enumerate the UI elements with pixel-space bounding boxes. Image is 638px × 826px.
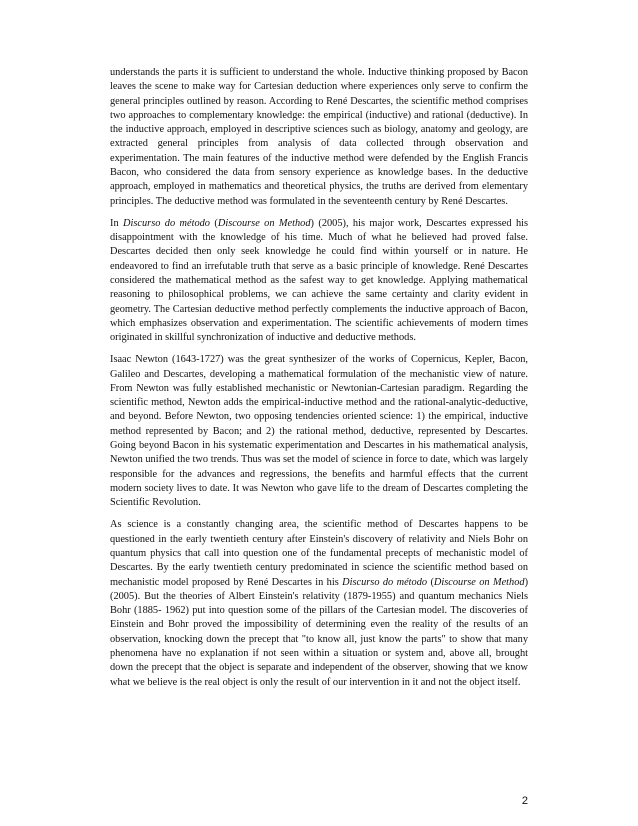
book-title-portuguese: Discurso do método [123, 217, 210, 229]
paragraph-1 [110, 66, 528, 209]
paragraph-3 [110, 353, 528, 510]
paragraph-2-lead: In [110, 217, 119, 229]
paragraph-4-after: ) (2005). But the theories of Albert Einstein's relativity (1879-1955) and quantum mechanics Niels Bohr (1885- 1962) put into question some of the pillars of the Cartesian model. The discoveries of Einstein and Bohr proved the impossibility of determining even the reality of the results of an observation, knocking down the precept that "to know all, just know the parts" to show that many phenomena have no explanation if not seen within a situation or system and, above all, brought down the precept that the object is separate and independent of the observer, showing that we know what we believe is the real object is only the result of our intervention in it and not the object itself. [110, 576, 529, 688]
book-title-english-2: Discourse on Method [433, 576, 525, 588]
paragraph-2 [110, 217, 528, 346]
paragraph-4 [110, 518, 528, 689]
book-title-portuguese-2: Discurso do método [342, 576, 428, 588]
paragraph-2-rest: ) (2005), his major work, Descartes expressed his disappointment with the knowledge of his time. Much of what he believed had proved false. Descartes decided then only seek knowledge he could find within yourself or in nature. He endeavored to find an irrefutable truth that serve as a basic principle of knowledge. René Descartes considered the mathematical method as the safest way to get knowledge. Applying mathematical reasoning to philosophical problems, we can achieve the same certainty and clarity evident in geometry. The Cartesian deductive method perfectly complements the inductive approach of Bacon, which emphasizes observation and experimentation. The scientific achievements of modern times originated in skillful synchronization of inductive and deductive methods. [110, 217, 529, 344]
book-title-english: Discourse on Method [217, 217, 311, 229]
paragraph-2-open-paren: ( [214, 217, 218, 229]
paragraph-4-before: As science is a constantly changing area, the scientific method of Descartes happens to be questioned in the early twentieth century after Einstein's discovery of relativity and Niels Bohr on quantum physics that call into question one of the fundamental precepts of mechanistic model of Descartes. By the early twentieth century predominated in science the scientific method based on mechanistic model proposed by René Descartes in his [110, 519, 528, 588]
page-number: 2 [521, 795, 528, 807]
paragraph-3-text: Isaac Newton (1643-1727) was the great synthesizer of the works of Copernicus, Kepler, Bacon, Galileo and Descartes, developing a mathematical formulation of the mechanistic view of nature. From Newton was fully established mechanistic or Newtonian-Cartesian paradigm. Regarding the scientific method, Newton adds the empirical-inductive method and the rational-analytic-deductive, and beyond. Before Newton, two opposing tendencies oriented science: 1) the empirical, inductive method represented by Bacon; and 2) the rational method, deductive, represented by Descartes. Going beyond Bacon in his systematic experimentation and Descartes in his mathematical analysis, Newton unified the two trends. Thus was set the model of science in force to date, which was largely responsible for the advances and regressions, the benefits and harmful effects that the current modern society lives to date. It was Newton who gave life to the dream of Descartes completing the Scientific Revolution. [110, 354, 528, 509]
document-body [110, 66, 528, 698]
paragraph-4-open-paren: ( [430, 576, 434, 588]
paragraph-1-text: understands the parts it is sufficient to understand the whole. Inductive thinking proposed by Bacon leaves the scene to make way for Cartesian deduction where experiences only serve to confirm the general principles outlined by reason. According to René Descartes, the scientific method comprises two approaches to complementary knowledge: the empirical (inductive) and rational (deductive). In the inductive approach, employed in descriptive sciences such as biology, anatomy and geology, are extracted general principles from analysis of data collected through observation and experimentation. The main features of the inductive method were defended by the English Francis Bacon, who considered the data from sensory experience as knowledge bases. In the deductive approach, employed in mathematics and theoretical physics, the truths are derived from elementary principles. The deductive method was formulated in the seventeenth century by René Descartes. [110, 67, 528, 207]
